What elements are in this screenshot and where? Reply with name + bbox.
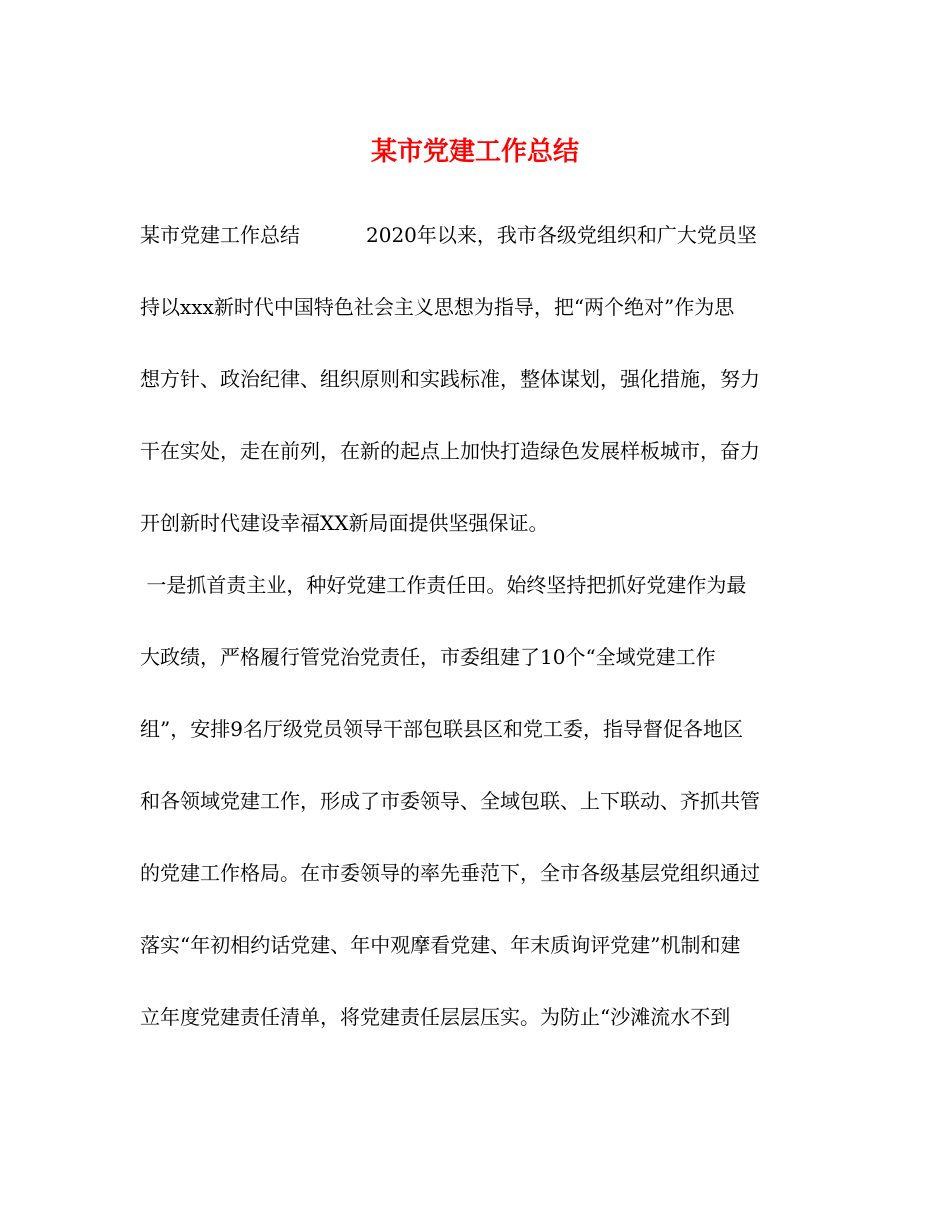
paragraph-line: 立年度党建责任清单，将党建责任层层压实。为防止“沙滩流水不到 [140,1005,731,1029]
intro-text: 2020年以来，我市各级党组织和广大党员坚 [366,223,757,247]
paragraph-line: 干在实处，走在前列，在新的起点上加快打造绿色发展样板城市，奋力 [140,439,760,463]
paragraph-line: 组”，安排9名厅级党员领导干部包联县区和党工委，指导督促各地区 [140,717,743,741]
paragraph-line: 开创新时代建设幸福XX新局面提供坚强保证。 [140,511,549,535]
paragraph-line: 落实“年初相约话党建、年中观摩看党建、年末质询评党建”机制和建 [140,933,741,957]
intro-lead-text: 某市党建工作总结 [140,223,300,247]
document-title: 某市党建工作总结 [370,137,579,167]
paragraph-line: 想方针、政治纪律、组织原则和实践标准，整体谋划，强化措施，努力 [140,367,760,391]
paragraph-line: 持以xxx新时代中国特色社会主义思想为指导，把“两个绝对”作为思 [140,295,735,319]
paragraph-line: 一是抓首责主业，种好党建工作责任田。始终坚持把抓好党建作为最 [140,573,747,597]
paragraph-line: 的党建工作格局。在市委领导的率先垂范下，全市各级基层党组织通过 [140,861,760,885]
paragraph-line: 和各领域党建工作，形成了市委领导、全域包联、上下联动、齐抓共管 [140,789,760,813]
paragraph-line [140,220,757,250]
paragraph-line: 大政绩，严格履行管党治党责任，市委组建了10个“全域党建工作 [140,645,716,669]
